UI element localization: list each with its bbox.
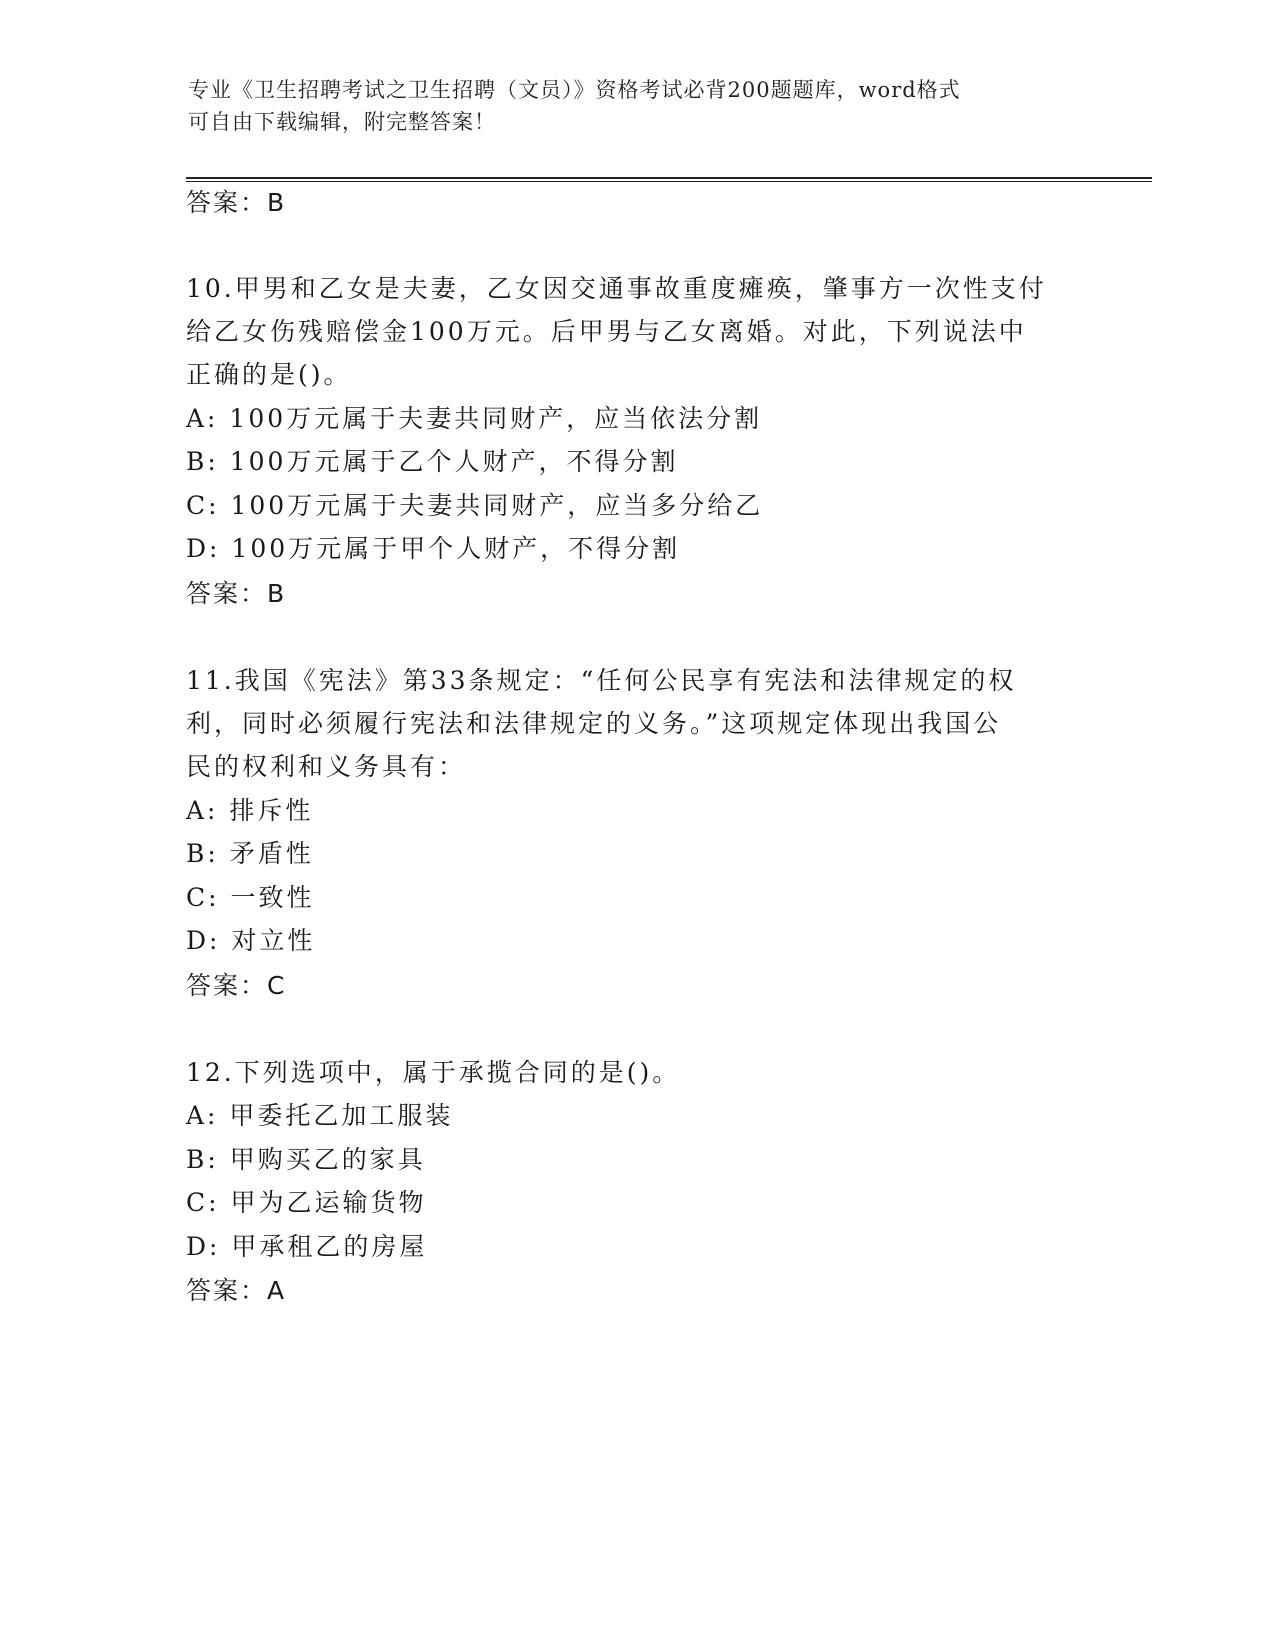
q10-answer: 答案：B	[186, 579, 287, 608]
q11-stem-line-2: 利，同时必须履行宪法和法律规定的义务。”这项规定体现出我国公	[186, 709, 1002, 738]
page-header	[188, 74, 1068, 138]
q11-answer: 答案：C	[186, 971, 287, 1000]
q10-option-b: B: 100万元属于乙个人财产，不得分割	[186, 447, 679, 476]
q12-option-c: C: 甲为乙运输货物	[186, 1188, 427, 1217]
q12-option-b: B: 甲购买乙的家具	[186, 1145, 426, 1174]
q12-option-a: A: 甲委托乙加工服装	[186, 1101, 454, 1130]
q12-option-d: D: 甲承租乙的房屋	[186, 1232, 428, 1261]
q10-option-a: A: 100万元属于夫妻共同财产，应当依法分割	[186, 404, 763, 433]
q11-option-b: B: 矛盾性	[186, 839, 314, 868]
q10-option-c: C: 100万元属于夫妻共同财产，应当多分给乙	[186, 491, 764, 520]
q12-stem-line-1: 12.下列选项中，属于承揽合同的是()。	[186, 1058, 681, 1087]
q11-option-a: A: 排斥性	[186, 796, 314, 825]
q11-option-d: D: 对立性	[186, 926, 316, 955]
header-divider	[186, 177, 1152, 182]
header-line-2: 可自由下载编辑，附完整答案！	[188, 110, 496, 134]
q11-stem-line-1: 11.我国《宪法》第33条规定：“任何公民享有宪法和法律规定的权	[186, 666, 1017, 695]
q10-stem-line-2: 给乙女伤残赔偿金100万元。后甲男与乙女离婚。对此，下列说法中	[186, 317, 1027, 346]
previous-answer: 答案：B	[186, 188, 287, 217]
q10-stem-line-3: 正确的是()。	[186, 360, 352, 389]
header-line-1: 专业《卫生招聘考试之卫生招聘（文员）》资格考试必背200题题库，word格式	[188, 78, 961, 102]
q11-stem-line-3: 民的权利和义务具有：	[186, 752, 467, 781]
q10-option-d: D: 100万元属于甲个人财产，不得分割	[186, 534, 681, 563]
q12-answer: 答案：A	[186, 1276, 287, 1305]
q11-option-c: C: 一致性	[186, 883, 315, 912]
q10-stem-line-1: 10.甲男和乙女是夫妻，乙女因交通事故重度瘫痪，肇事方一次性支付	[186, 274, 1047, 303]
